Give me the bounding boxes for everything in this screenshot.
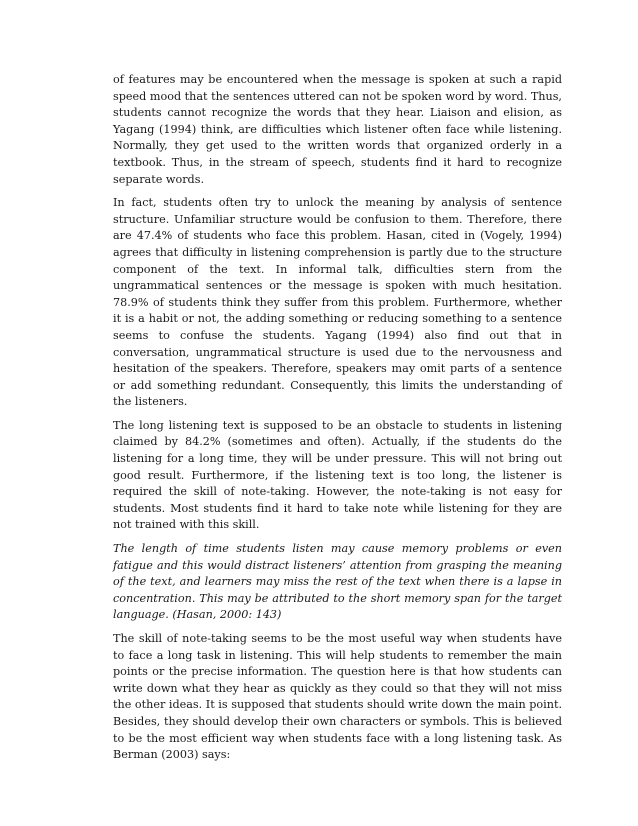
paragraph-speed-of-speech: of features may be encountered when the message is spoken at such a rapid speed mood that the sentences uttered can not be spoken word by word. Thus, students cannot recognize the words that they hear. Liaison and elision, as Yagang (1994) think, are difficulties which listener often face while listening. Normally, they get used to the written words that organized orderly in a textbook. Thus, in the stream of speech, students find it hard to recognize separate words.: [113, 73, 562, 186]
paragraph-sentence-structure: In fact, students often try to unlock the meaning by analysis of sentence structure. Unfamiliar structure would be confusion to them. Therefore, there are 47.4% of students who face this problem. Hasan, cited in (Vogely, 1994) agrees that difficulty in listening comprehension is partly due to the structure component of the text. In informal talk, difficulties stern from the ungrammatical sentences or the message is spoken with much hesitation. 78.9% of students think they suffer from this problem. Furthermore, whether it is a habit or not, the adding something or reducing something to a sentence seems to confuse the students. Yagang (1994) also find out that in conversation, ungrammatical structure is used due to the nervousness and hesitation of the speakers. Therefore, speakers may omit parts of a sentence or add something redundant. Consequently, this limits the understanding of the listeners.: [113, 196, 562, 409]
paragraph-long-listening-text: The long listening text is supposed to be an obstacle to students in listening claimed by 84.2% (sometimes and often). Actually, if the students do the listening for a long time, they will be under pressure. This will not bring out good result. Furthermore, if the listening text is too long, the listener is required the skill of note-taking. However, the note-taking is not easy for students. Most students find it hard to take note while listening for they are not trained with this skill.: [113, 418, 562, 532]
document-page: [113, 72, 562, 771]
paragraph-note-taking: The skill of note-taking seems to be the most useful way when students have to face a long task in listening. This will help students to remember the main points or the precise information. The question here is that how students can write down what they hear as quickly as they could so that they will not miss the other ideas. It is supposed that students should write down the main point. Besides, they should develop their own characters or symbols. This is believed to be the most efficient way when students face with a long listening task. As Berman (2003) says:: [113, 632, 562, 762]
block-quote-hasan: The length of time students listen may cause memory problems or even fatigue and this would distract listeners’ attention from grasping the meaning of the text, and learners may miss the rest of the text when there is a lapse in concentration. This may be attributed to the short memory span for the target language. (Hasan, 2000: 143): [113, 542, 562, 622]
